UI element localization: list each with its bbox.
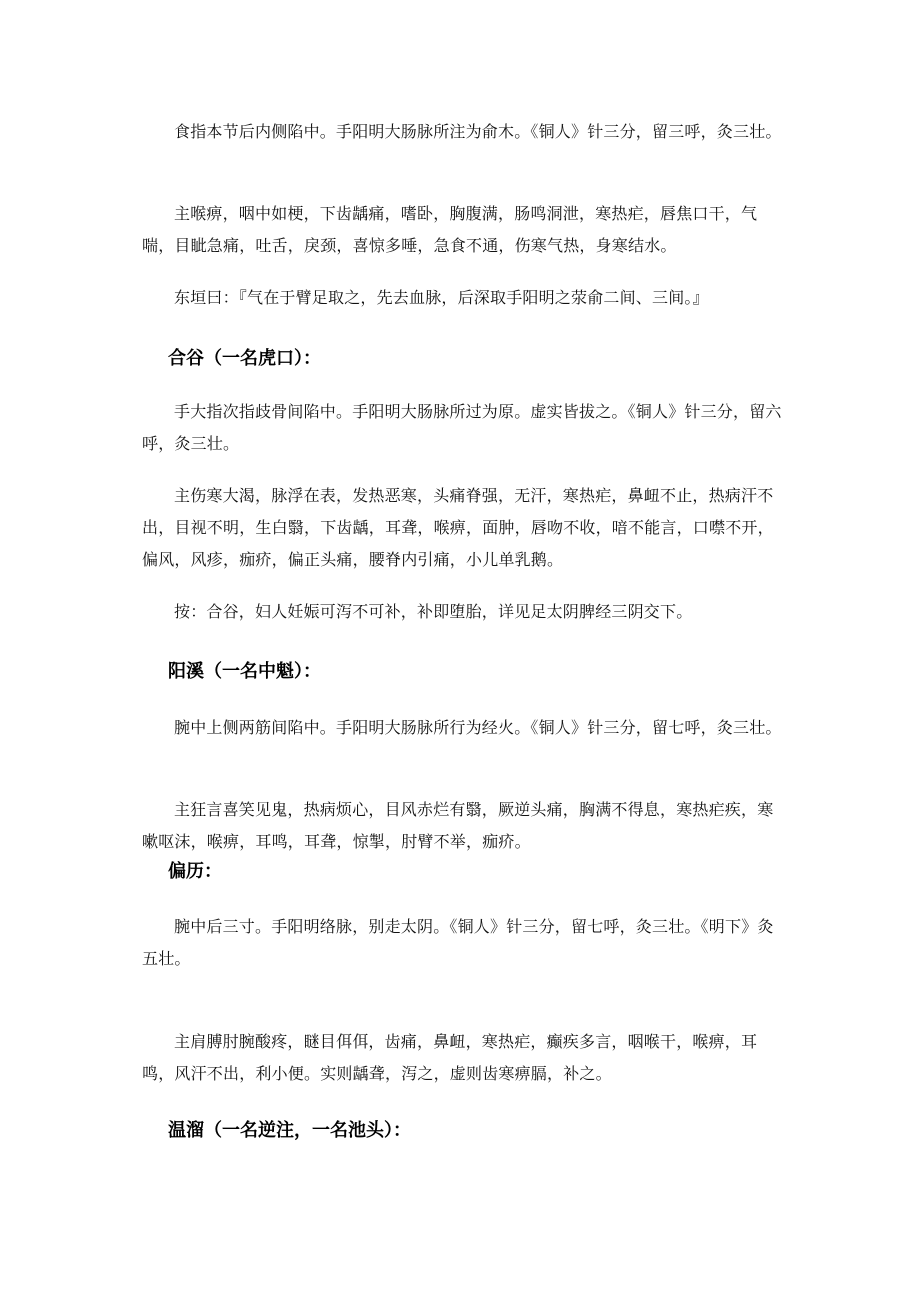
paragraph-pianli-location: 腕中后三寸。手阳明络脉，别走太阴。《铜人》针三分，留七呼，灸三壮。《明下》灸五壮。 [142,917,774,968]
paragraph-pianli-indications: 主肩膊肘腕酸疼，瞇目佴佴，齿痛，鼻衄，寒热疟，癫疾多言，咽喉干，喉痹，耳鸣，风汗不出，利小便。实则龋聋，泻之，虚则齿寒痹膈，补之。 [142,1032,758,1083]
heading-wenliu: 温溜（一名逆注，一名池头）： [168,1120,411,1141]
heading-hegu: 合谷（一名虎口）： [168,348,321,369]
paragraph-dongyuan-quote: 东垣曰：『气在于臂足取之，先去血脉，后深取手阳明之荥俞二间、三间。』 [174,288,709,307]
paragraph-hegu-note: 按：合谷，妇人妊娠可泻不可补，补即堕胎，详见足太阴脾经三阴交下。 [174,602,693,621]
paragraph-yangxi-indications: 主狂言喜笑见鬼，热病烦心，目风赤烂有翳，厥逆头痛，胸满不得息，寒热疟疾，寒嗽呕沫，喉痹，耳鸣，耳聋，惊掣，肘臂不举，痂疥。 [142,800,774,851]
paragraph-erjian-indications: 主喉痹，咽中如梗，下齿龋痛，嗜卧，胸腹满，肠鸣洞泄，寒热疟，唇焦口干，气喘，目眦急痛，吐舌，戾颈，喜惊多唾，急食不通，伤寒气热，身寒结水。 [142,204,758,255]
paragraph-yangxi-location: 腕中上侧两筋间陷中。手阳明大肠脉所行为经火。《铜人》针三分，留七呼，灸三壮。 [174,718,782,737]
heading-pianli: 偏历： [168,861,222,882]
heading-yangxi: 阳溪（一名中魁）： [168,661,321,682]
paragraph-hegu-location: 手大指次指歧骨间陷中。手阳明大肠脉所过为原。虚实皆拔之。《铜人》针三分，留六呼，灸三壮。 [142,402,782,453]
paragraph-hegu-indications: 主伤寒大渴，脉浮在表，发热恶寒，头痛脊强，无汗，寒热疟，鼻衄不止，热病汗不出，目视不明，生白翳，下齿龋，耳聋，喉痹，面肿，唇吻不收，喑不能言，口噤不开，偏风，风疹，痂疥，偏正头痛，腰脊内引痛，小儿单乳鹅。 [142,486,774,569]
paragraph-erjian-location: 食指本节后内侧陷中。手阳明大肠脉所注为俞木。《铜人》针三分，留三呼，灸三壮。 [174,122,782,141]
